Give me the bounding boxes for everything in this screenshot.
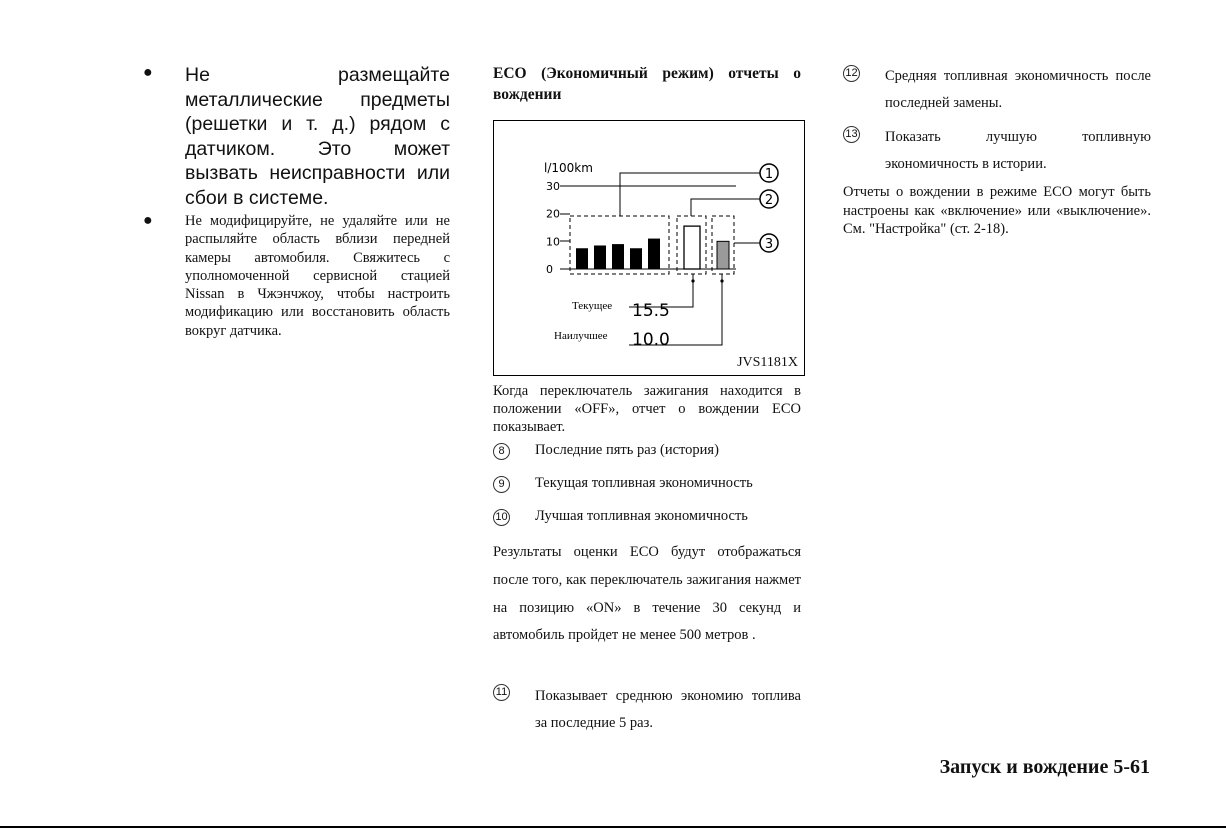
item-text: Показать лучшую топливную экономичность в истории. <box>885 129 1151 172</box>
list-item <box>493 474 801 494</box>
bullet-dot-icon: ● <box>143 212 153 229</box>
best-dot <box>720 279 723 282</box>
list-item <box>843 124 1151 174</box>
eco-report-diagram <box>494 121 804 375</box>
item-text: Лучшая топливная экономичность <box>535 508 748 524</box>
current-label: Текущее <box>572 300 613 312</box>
callout-2-label: 2 <box>764 193 774 208</box>
item-text: Текущая топливная экономичность <box>535 475 753 491</box>
item-text: Последние пять раз (история) <box>535 442 719 458</box>
history-bar <box>576 248 588 269</box>
history-bar <box>612 244 624 269</box>
current-bar <box>684 226 700 269</box>
callout-1-line <box>620 173 760 216</box>
results-paragraph: Результаты оценки ECO будут отображаться после того, как переключатель зажигания нажмет на позицию «ON» в течение 30 секунд и автомобиль пройдет не менее 500 метров . <box>493 544 801 644</box>
y-tick-label: 0 <box>546 263 553 276</box>
item-text: Средняя топливная экономичность после последней замены. <box>885 68 1151 111</box>
callout-2-line <box>691 199 760 216</box>
unit-label: l/100km <box>544 161 593 175</box>
history-bar <box>630 248 642 269</box>
figure-id: JVS1181X <box>737 355 798 370</box>
history-bar <box>648 239 660 269</box>
number-badge: 8 <box>493 443 510 460</box>
warning-bullet-2: Не модифицируйте, не удаляйте или не распыляйте область вблизи передней камеры автомобиля. Свяжитесь с уполномоченной сервисной стацией Nissan в Чжэнчжоу, чтобы настроить модификацию или восстановить область вокруг датчика. <box>185 213 450 339</box>
section-heading: ECO (Экономичный режим) отчеты о вождении <box>493 65 801 103</box>
list-item <box>843 63 1151 113</box>
callout-1-label: 1 <box>764 167 774 182</box>
y-tick-label: 20 <box>546 207 560 221</box>
list-item <box>493 441 801 461</box>
history-bar <box>594 245 606 269</box>
settings-note: Отчеты о вождении в режиме ECO могут быть настроены как «включение» или «выключение». См. "Настройка" (ст. 2-18). <box>843 184 1151 237</box>
number-badge: 13 <box>843 126 860 143</box>
y-tick-label: 10 <box>546 235 560 249</box>
best-value: 10.0 <box>632 330 670 350</box>
bottom-rule <box>0 826 1226 828</box>
y-tick-label: 30 <box>546 180 560 193</box>
number-badge: 12 <box>843 65 860 82</box>
current-value: 15.5 <box>632 301 670 321</box>
number-badge: 9 <box>493 476 510 493</box>
best-label: Наилучшее <box>554 330 608 342</box>
eco-report-figure <box>493 120 805 376</box>
current-dot <box>691 279 694 282</box>
intro-paragraph: Когда переключатель зажигания находится в положении «OFF», отчет о вождении ECO показывает. <box>493 383 801 435</box>
list-item <box>493 682 801 730</box>
callout-3-label: 3 <box>764 237 774 252</box>
bullet-dot-icon: ● <box>143 64 153 81</box>
page-footer: Запуск и вождение 5-61 <box>939 756 1150 778</box>
item-text: Показывает среднюю экономию топлива за последние 5 раз. <box>535 688 801 731</box>
warning-bullet-1: Не размещайте металлические предметы (решетки и т. д.) рядом с датчиком. Это может вызвать неисправности или сбои в системе. <box>185 64 450 209</box>
best-bar <box>717 241 729 269</box>
list-item <box>493 507 801 527</box>
y-tick-labels <box>546 180 560 276</box>
number-badge: 11 <box>493 684 510 701</box>
number-badge: 10 <box>493 509 510 526</box>
